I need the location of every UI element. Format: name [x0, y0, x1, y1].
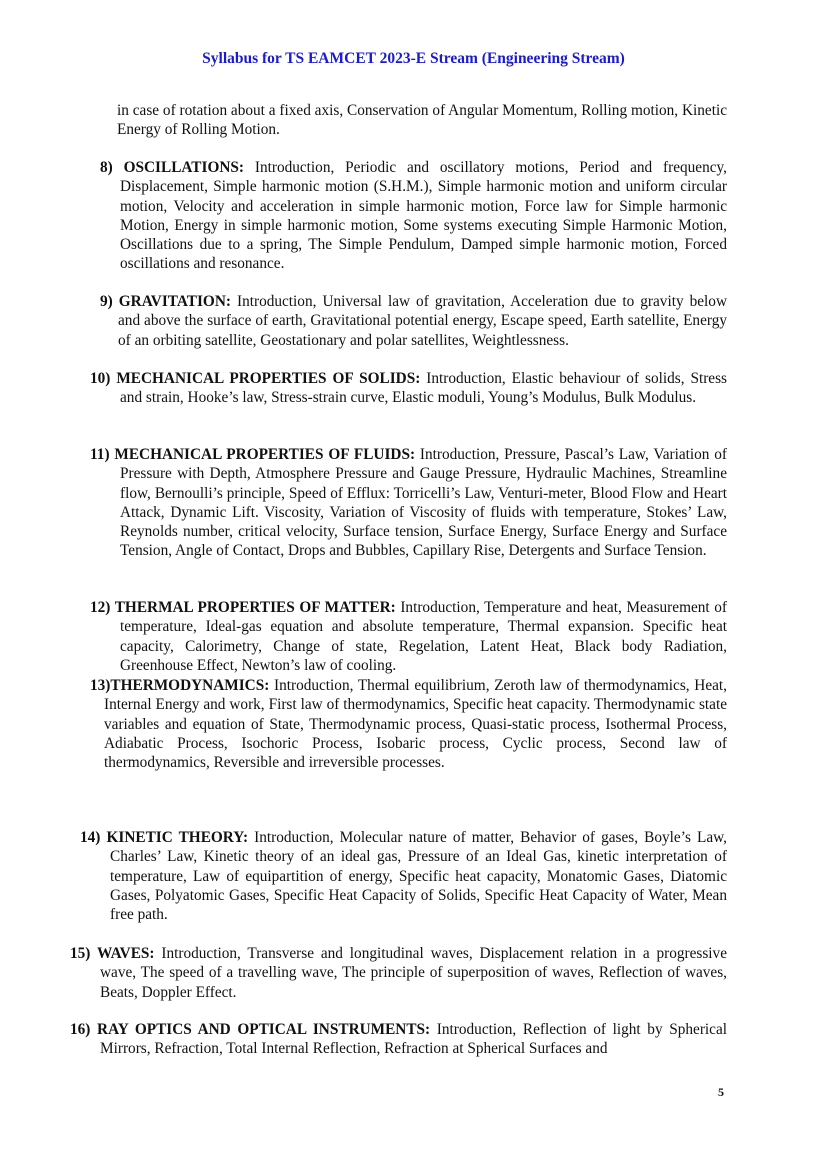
section-heading: 9) GRAVITATION:: [100, 293, 231, 310]
section-thermal-properties: [90, 598, 728, 675]
page-header-title: Syllabus for TS EAMCET 2023-E Stream (Engineering Stream): [202, 50, 625, 67]
section-heading: 11) MECHANICAL PROPERTIES OF FLUIDS:: [90, 446, 416, 463]
section-ray-optics: [70, 1020, 728, 1059]
intro-paragraph: in case of rotation about a fixed axis, Conservation of Angular Momentum, Rolling motion, Kinetic Energy of Rolling Motion.: [117, 102, 727, 139]
section-body: Introduction, Elastic behaviour of solids, Stress and strain, Hooke’s law, Stress-strain curve, Elastic moduli, Young’s Modulus, Bulk Modulus.: [120, 370, 727, 407]
section-heading: 12) THERMAL PROPERTIES OF MATTER:: [90, 599, 396, 616]
section-body: Introduction, Reflection of light by Spherical Mirrors, Refraction, Total Internal Reflection, Refraction at Spherical Surfaces and: [100, 1021, 728, 1058]
section-heading: 15) WAVES:: [70, 945, 155, 962]
section-body: Introduction, Periodic and oscillatory motions, Period and frequency, Displacement, Simple harmonic motion (S.H.M.), Simple harmonic motion and uniform circular motion, Velocity and acceleration in simple harmonic motion, Force law for Simple harmonic Motion, Energy in simple harmonic motion, Some systems executing Simple Harmonic Motion, Oscillations due to a spring, The Simple Pendulum, Damped simple harmonic motion, Forced oscillations and resonance.: [120, 159, 727, 273]
section-heading: 10) MECHANICAL PROPERTIES OF SOLIDS:: [90, 370, 421, 387]
section-mechanical-fluids: [90, 445, 727, 561]
section-oscillations: [100, 158, 727, 274]
section-heading: 8) OSCILLATIONS:: [100, 159, 245, 176]
section-thermodynamics: [90, 676, 727, 772]
section-heading: 16) RAY OPTICS AND OPTICAL INSTRUMENTS:: [70, 1021, 431, 1038]
section-body: Introduction, Thermal equilibrium, Zeroth law of thermodynamics, Heat, Internal Energy and work, First law of thermodynamics, Specific heat capacity. Thermodynamic state variables and equation of State, Thermodynamic process, Quasi-static process, Isothermal Process, Adiabatic Process, Isochoric Process, Isobaric process, Cyclic process, Second law of thermodynamics, Reversible and irreversible processes.: [104, 677, 727, 772]
section-mechanical-solids: [90, 369, 727, 408]
section-body: Introduction, Universal law of gravitation, Acceleration due to gravity below and above the surface of earth, Gravitational potential energy, Escape speed, Earth satellite, Energy of an orbiting satellite, Geostationary and polar satellites, Weightlessness.: [118, 293, 728, 349]
section-heading: 14) KINETIC THEORY:: [80, 829, 249, 846]
section-waves: [70, 944, 727, 1002]
section-kinetic-theory: [80, 828, 727, 924]
section-body: Introduction, Temperature and heat, Measurement of temperature, Ideal-gas equation and absolute temperature, Thermal expansion. Specific heat capacity, Calorimetry, Change of state, Regelation, Latent Heat, Black body Radiation, Greenhouse Effect, Newton’s law of cooling.: [120, 599, 728, 674]
section-body: Introduction, Pressure, Pascal’s Law, Variation of Pressure with Depth, Atmosphere Pressure and Gauge Pressure, Hydraulic Machines, Streamline flow, Bernoulli’s principle, Speed of Efflux: Torricelli’s Law, Venturi-meter, Blood Flow and Heart Attack, Dynamic Lift. Viscosity, Variation of Viscosity of fluids with temperature, Stokes’ Law, Reynolds number, critical velocity, Surface tension, Surface Energy, Surface Energy and Surface Tension, Angle of Contact, Drops and Bubbles, Capillary Rise, Detergents and Surface Tension.: [120, 446, 727, 560]
section-body: Introduction, Transverse and longitudinal waves, Displacement relation in a progressive wave, The speed of a travelling wave, The principle of superposition of waves, Reflection of waves, Beats, Doppler Effect.: [100, 945, 727, 1001]
section-body: Introduction, Molecular nature of matter, Behavior of gases, Boyle’s Law, Charles’ Law, Kinetic theory of an ideal gas, Pressure of an Ideal Gas, kinetic interpretation of temperature, Law of equipartition of energy, Specific heat capacity, Monatomic Gases, Diatomic Gases, Polyatomic Gases, Specific Heat Capacity of Solids, Specific Heat Capacity of Water, Mean free path.: [110, 829, 727, 924]
section-heading: 13)THERMODYNAMICS:: [90, 677, 270, 694]
section-gravitation: [100, 292, 728, 350]
page-number: 5: [718, 1085, 724, 1099]
